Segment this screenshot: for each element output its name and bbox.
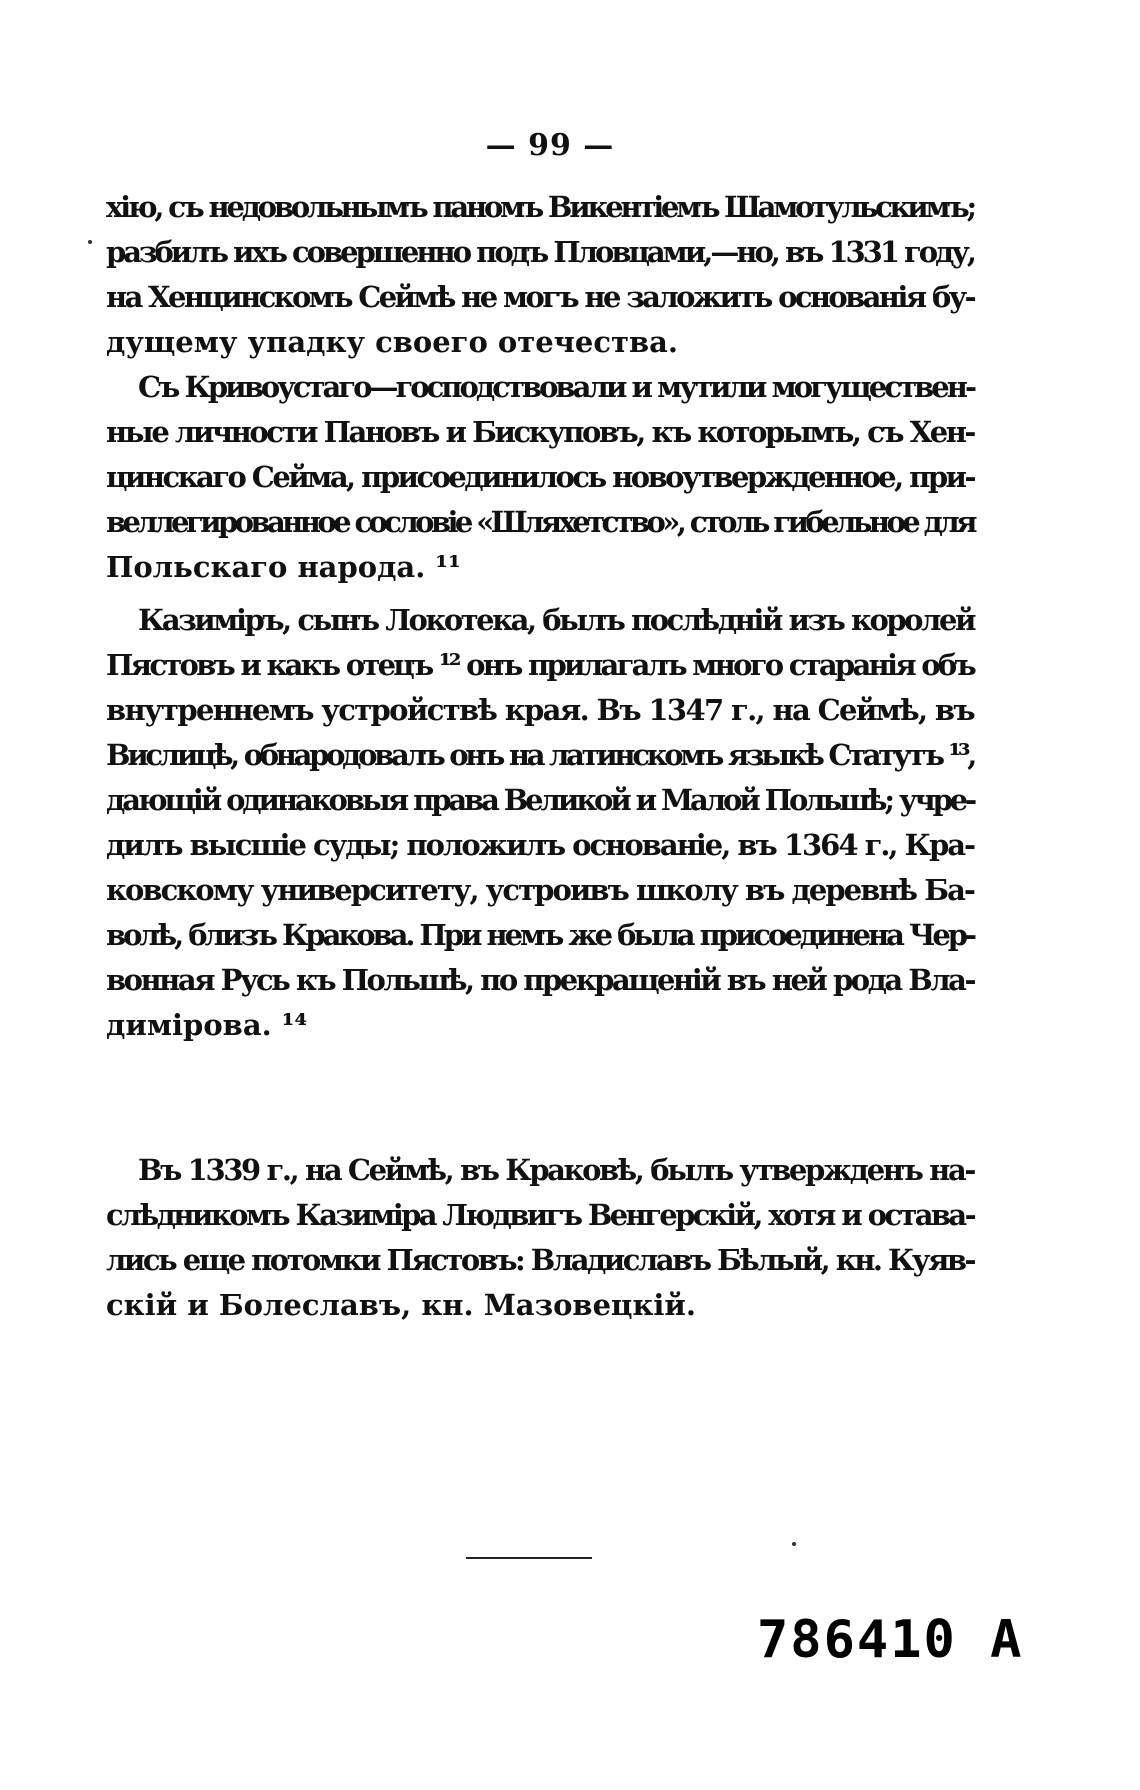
text-line: скій и Болеславъ, кн. Мазовецкій. (106, 1288, 697, 1322)
page-number: — 99 — (485, 128, 615, 163)
text-line: Въ 1339 г., на Сеймѣ, въ Краковѣ, былъ утвержденъ на- (138, 1153, 974, 1187)
text-line: внутреннемъ устройствѣ края. Въ 1347 г., на Сеймѣ, въ (106, 693, 974, 727)
text-line: волѣ, близъ Кракова. При немъ же была присоединена Чер- (106, 918, 974, 952)
text-line: ные личности Пановъ и Бискуповъ, къ которымъ, съ Хен- (106, 415, 974, 449)
text-line: дущему упадку своего отечества. (106, 325, 678, 359)
paragraph-3 (106, 598, 974, 1048)
text-line: ковскому университету, устроивъ школу въ деревнѣ Ба- (106, 873, 974, 907)
section-divider (466, 1557, 592, 1559)
scan-speck (88, 240, 92, 244)
paragraph-2 (106, 365, 974, 590)
text-line: слѣдникомъ Казиміра Людвигъ Венгерскій, хотя и остава- (106, 1198, 974, 1232)
text-line: вонная Русь къ Польшѣ, по прекращеній въ ней рода Вла- (106, 963, 974, 997)
paragraph-1 (106, 185, 975, 365)
text-line: хію, съ недовольнымъ паномъ Викентіемъ Шамотульскимъ; (106, 190, 974, 224)
text-line: Пястовъ и какъ отецъ ¹² онъ прилагалъ много старанія объ (106, 648, 974, 682)
text-line: Съ Кривоустаго—господствовали и мутили могуществен- (138, 370, 974, 404)
text-line: диміровa. ¹⁴ (106, 1008, 308, 1042)
text-line: Казиміръ, сынъ Локотека, былъ послѣдній изъ королей (138, 603, 974, 637)
scan-speck (792, 1542, 796, 1546)
text-line: разбилъ ихъ совершенно подъ Пловцами,—но, въ 1331 году, (106, 235, 975, 269)
text-line: Польскаго народа. ¹¹ (106, 550, 461, 584)
text-line: Вислицѣ, обнародовалъ онъ на латинскомъ языкѣ Статутъ ¹³, (106, 738, 974, 772)
text-line: веллегированное сословіе «Шляхетство», столь гибельное для (106, 505, 974, 539)
library-call-number: 786410 A (757, 1610, 1024, 1670)
text-line: дилъ высшіе суды; положилъ основаніе, въ 1364 г., Кра- (106, 828, 974, 862)
text-line: на Хенцинскомъ Сеймѣ не могъ не заложить основанія бу- (106, 280, 974, 314)
paragraph-4 (106, 1148, 974, 1328)
text-line: цинскаго Сейма, присоединилось новоутвержденное, при- (106, 460, 974, 494)
text-line: дающій одинаковыя права Великой и Малой Польшѣ; учре- (106, 783, 974, 817)
text-line: лись еще потомки Пястовъ: Владиславъ Бѣлый, кн. Куяв- (106, 1243, 974, 1277)
